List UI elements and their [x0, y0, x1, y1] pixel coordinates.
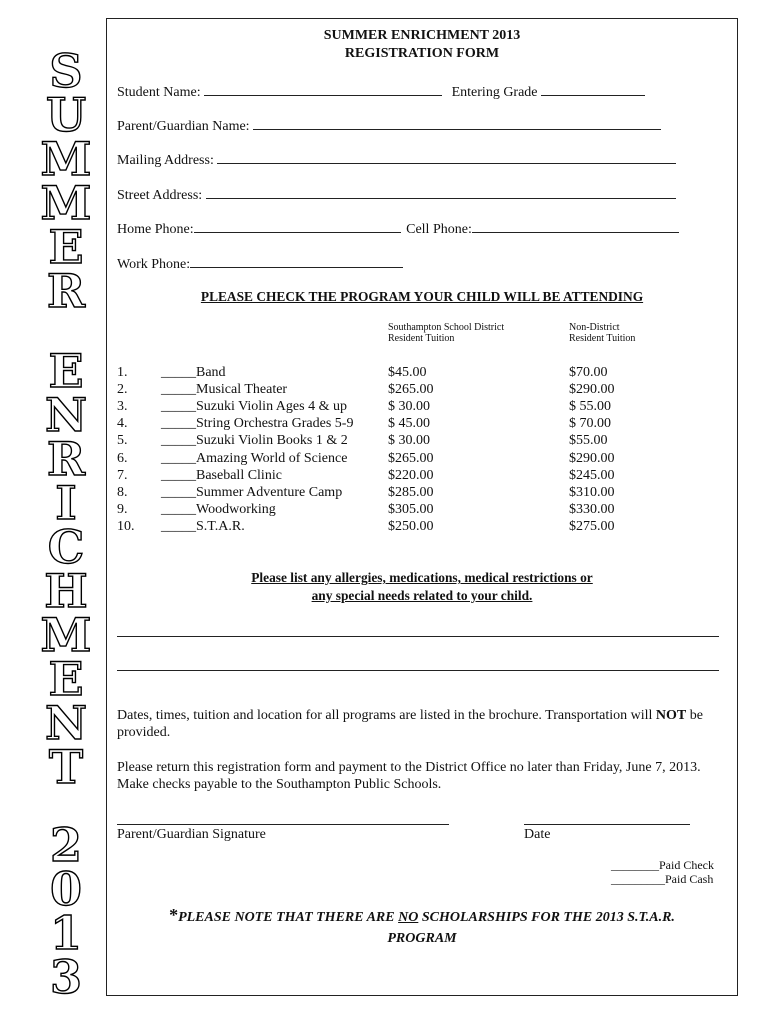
district-price: $285.00 — [388, 485, 434, 500]
program-row — [107, 485, 737, 502]
program-row — [107, 416, 737, 433]
side-letter: N — [44, 388, 88, 442]
side-letter: M — [40, 176, 92, 230]
program-checkbox[interactable]: _____ — [161, 416, 196, 431]
non-district-price: $290.00 — [569, 382, 615, 397]
program-checkbox[interactable]: _____ — [161, 519, 196, 534]
cell-phone-label: Cell Phone: — [406, 222, 472, 237]
program-name: Woodworking — [196, 502, 276, 517]
scholarship-note-line2: PROGRAM — [387, 931, 457, 946]
non-district-price: $245.00 — [569, 468, 615, 483]
registration-form — [106, 18, 738, 996]
home-phone-label: Home Phone: — [117, 222, 194, 237]
program-checkbox[interactable]: _____ — [161, 451, 196, 466]
side-letter: E — [48, 344, 84, 398]
side-letter: R — [46, 264, 86, 318]
program-heading: PLEASE CHECK THE PROGRAM YOUR CHILD WILL BE ATTENDING — [200, 289, 644, 304]
program-number: 6. — [117, 451, 128, 466]
side-letter: S — [49, 44, 83, 98]
program-name: Amazing World of Science — [196, 451, 348, 466]
district-header-line2: Resident Tuition — [388, 333, 455, 344]
non-district-header-line1: Non-District — [569, 322, 620, 333]
scholarship-note — [107, 905, 737, 928]
program-number: 7. — [117, 468, 128, 483]
parent-name-row — [117, 117, 661, 135]
program-name: Baseball Clinic — [196, 468, 282, 483]
non-district-price: $ 70.00 — [569, 416, 611, 431]
program-name: Band — [196, 365, 226, 380]
non-district-price: $330.00 — [569, 502, 615, 517]
mailing-address-label: Mailing Address: — [117, 153, 214, 168]
mailing-address-row — [117, 151, 676, 169]
program-number: 1. — [117, 365, 128, 380]
side-letter: M — [40, 132, 92, 186]
program-name: String Orchestra Grades 5-9 — [196, 416, 354, 431]
form-subtitle: REGISTRATION FORM — [344, 46, 500, 61]
side-letter: I — [55, 476, 77, 530]
side-letter: M — [40, 608, 92, 662]
program-row — [107, 468, 737, 485]
district-price: $ 30.00 — [388, 433, 430, 448]
paid-cash: _________Paid Cash — [611, 872, 714, 886]
note-text-start: PLEASE NOTE THAT THERE ARE — [178, 910, 399, 925]
program-number: 8. — [117, 485, 128, 500]
allergies-line-1[interactable] — [117, 636, 719, 637]
district-price: $265.00 — [388, 451, 434, 466]
allergies-heading-line2: any special needs related to your child. — [311, 588, 533, 603]
entering-grade-field[interactable] — [541, 83, 645, 96]
info-transport-not: NOT — [655, 708, 687, 723]
info-transport-text: Dates, times, tuition and location for all programs are listed in the brochure. Transportation will — [117, 708, 656, 723]
note-no: NO — [398, 910, 419, 925]
street-address-row — [117, 186, 676, 204]
asterisk: * — [169, 905, 179, 925]
student-name-label: Student Name: — [117, 85, 201, 100]
side-letter: N — [44, 696, 88, 750]
street-address-field[interactable] — [206, 186, 676, 199]
program-checkbox[interactable]: _____ — [161, 502, 196, 517]
district-price: $220.00 — [388, 468, 434, 483]
non-district-price: $290.00 — [569, 451, 615, 466]
non-district-price: $275.00 — [569, 519, 615, 534]
district-header-line1: Southampton School District — [388, 322, 505, 333]
info-paragraph-transport — [117, 707, 719, 741]
side-letter: H — [44, 564, 88, 618]
program-row — [107, 519, 737, 536]
program-number: 2. — [117, 382, 128, 397]
program-checkbox[interactable]: _____ — [161, 468, 196, 483]
program-row — [107, 502, 737, 519]
side-letter: 0 — [49, 862, 82, 916]
side-letter: T — [48, 740, 84, 794]
info-transport-end: be provided. — [117, 708, 703, 740]
district-price: $ 30.00 — [388, 399, 430, 414]
form-title: SUMMER ENRICHMENT 2013 — [323, 28, 521, 43]
program-checkbox[interactable]: _____ — [161, 433, 196, 448]
mailing-address-field[interactable] — [217, 151, 676, 164]
work-phone-label: Work Phone: — [117, 257, 191, 272]
program-number: 10. — [117, 519, 135, 534]
phone-row — [117, 220, 679, 238]
side-letter: U — [45, 88, 87, 142]
district-price: $265.00 — [388, 382, 434, 397]
side-letter: E — [48, 652, 84, 706]
side-letter: R — [46, 432, 86, 486]
district-price: $305.00 — [388, 502, 434, 517]
work-phone-row — [117, 255, 403, 273]
entering-grade-label: Entering Grade — [451, 85, 538, 100]
side-letter: 2 — [49, 818, 82, 872]
home-phone-field[interactable] — [194, 220, 401, 233]
program-row — [107, 433, 737, 450]
program-name: Suzuki Violin Ages 4 & up — [196, 399, 347, 414]
program-checkbox[interactable]: _____ — [161, 485, 196, 500]
non-district-header-line2: Resident Tuition — [569, 333, 636, 344]
district-price: $250.00 — [388, 519, 434, 534]
date-label: Date — [524, 827, 551, 842]
program-number: 9. — [117, 502, 128, 517]
student-name-row — [117, 83, 645, 101]
program-checkbox[interactable]: _____ — [161, 382, 196, 397]
info-paragraph-return: Please return this registration form and payment to the District Office no later than Friday, June 7, 2013. Make checks payable to the Southampton Public Schools. — [117, 760, 701, 792]
non-district-tuition-header — [569, 322, 635, 344]
program-number: 5. — [117, 433, 128, 448]
program-name: S.T.A.R. — [196, 519, 245, 534]
program-number: 4. — [117, 416, 128, 431]
cell-phone-field[interactable] — [472, 220, 679, 233]
program-checkbox[interactable]: _____ — [161, 365, 196, 380]
signature-label: Parent/Guardian Signature — [117, 827, 266, 842]
side-letter: 3 — [49, 950, 82, 1004]
non-district-price: $ 55.00 — [569, 399, 611, 414]
note-text-end: SCHOLARSHIPS FOR THE 2013 S.T.A.R. — [418, 910, 675, 925]
date-line[interactable] — [524, 824, 690, 825]
allergies-line-2[interactable] — [117, 670, 719, 671]
work-phone-field[interactable] — [190, 255, 403, 268]
parent-name-field[interactable] — [253, 117, 661, 130]
district-price: $ 45.00 — [388, 416, 430, 431]
non-district-price: $70.00 — [569, 365, 608, 380]
paid-check: ________Paid Check — [611, 858, 714, 872]
program-name: Musical Theater — [196, 382, 288, 397]
street-address-label: Street Address: — [117, 188, 203, 203]
program-row — [107, 382, 737, 399]
signature-line[interactable] — [117, 824, 449, 825]
side-letter: 1 — [49, 906, 82, 960]
program-row — [107, 451, 737, 468]
non-district-price: $310.00 — [569, 485, 615, 500]
district-price: $45.00 — [388, 365, 427, 380]
program-name: Suzuki Violin Books 1 & 2 — [196, 433, 348, 448]
district-tuition-header — [388, 322, 504, 344]
student-name-field[interactable] — [204, 83, 442, 96]
side-letter: C — [47, 520, 85, 574]
non-district-price: $55.00 — [569, 433, 608, 448]
program-name: Summer Adventure Camp — [196, 485, 343, 500]
program-row — [107, 365, 737, 382]
allergies-heading-line1: Please list any allergies, medications, medical restrictions or — [251, 570, 593, 585]
program-row — [107, 399, 737, 416]
side-letter: E — [48, 220, 84, 274]
program-checkbox[interactable]: _____ — [161, 399, 196, 414]
program-number: 3. — [117, 399, 128, 414]
parent-name-label: Parent/Guardian Name: — [117, 119, 250, 134]
